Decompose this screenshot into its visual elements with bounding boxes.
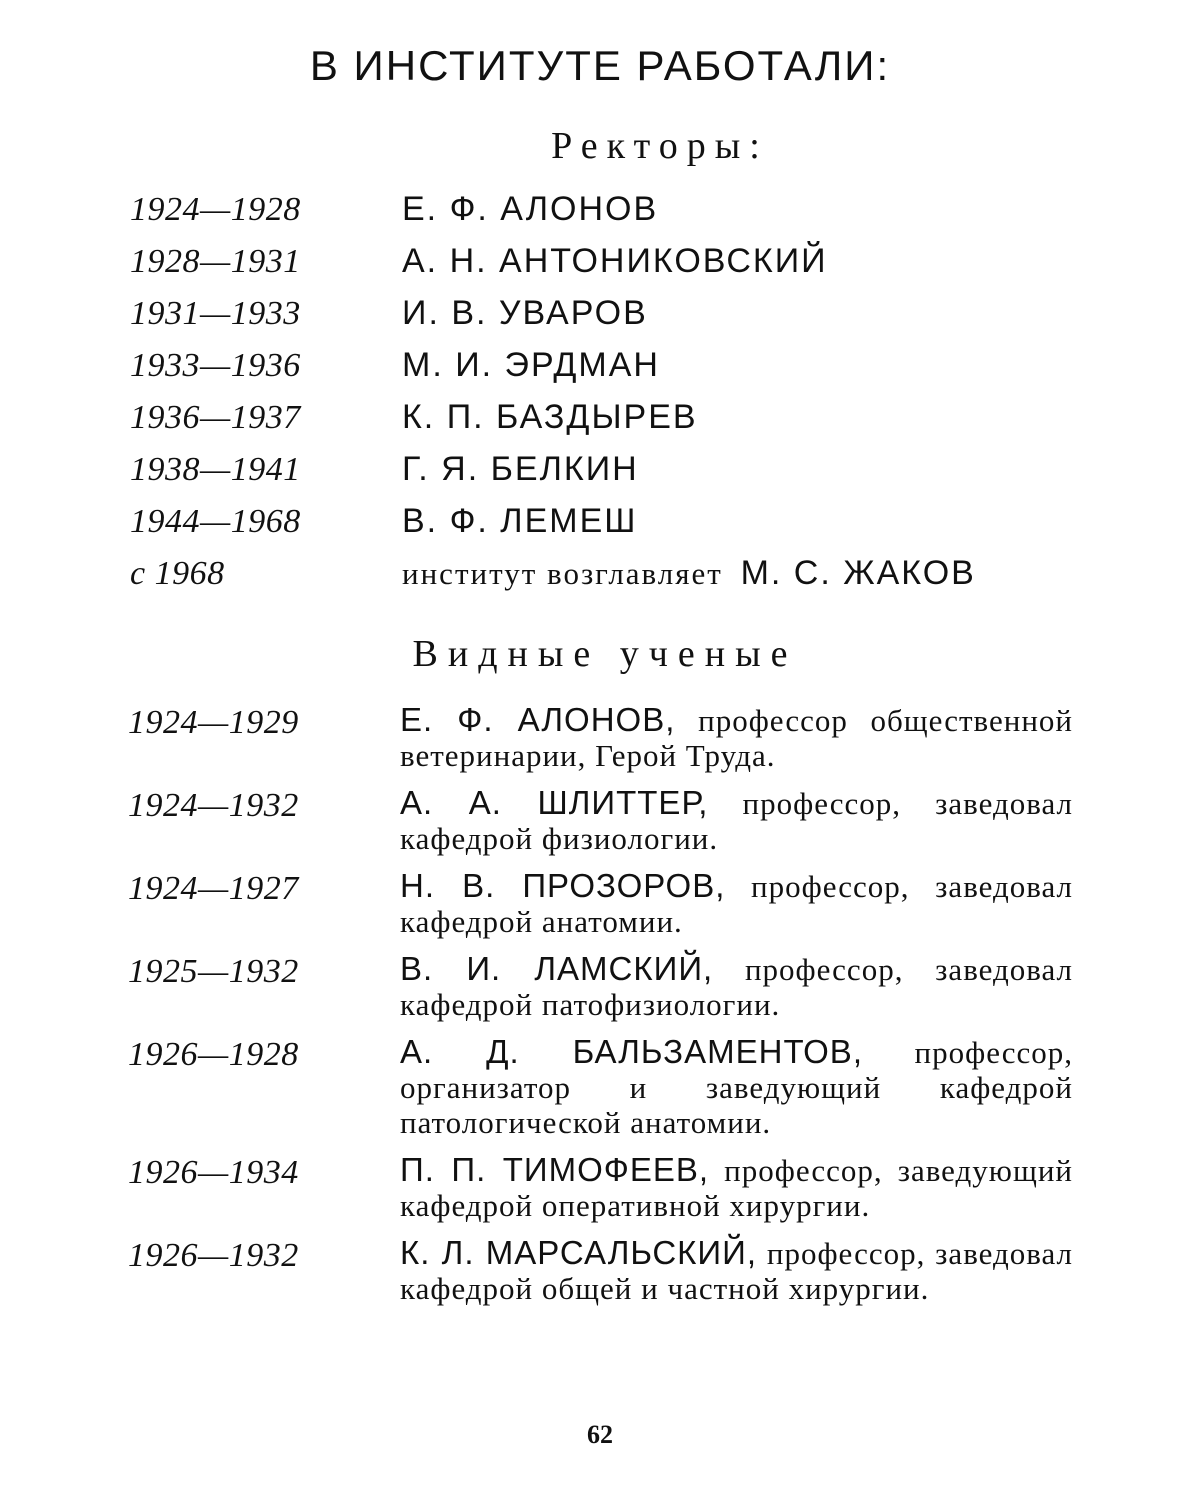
scientist-role: профессор, организатор и заведующий кафедрой патологической анатомии. xyxy=(400,1035,1073,1140)
scientist-name: К. Л. МАРСАЛЬСКИЙ, xyxy=(400,1234,757,1271)
rectors-heading: Ректоры: xyxy=(551,125,769,167)
scientist-entry xyxy=(128,1152,1073,1223)
scientist-entry xyxy=(128,1235,1073,1306)
current-rector-row xyxy=(130,554,1090,606)
scientists-list xyxy=(128,702,1073,1318)
scientist-name: В. И. ЛАМСКИЙ, xyxy=(400,950,714,987)
current-rector-name: М. С. ЖАКОВ xyxy=(740,554,976,592)
scientist-entry xyxy=(128,868,1073,939)
scientist-years: 1924—1929 xyxy=(128,704,299,741)
scientist-description xyxy=(400,1235,1073,1306)
scientist-role: профессор, заведовал кафедрой анатомии. xyxy=(400,869,1073,939)
rector-years: 1933—1936 xyxy=(130,347,301,384)
page-number: 62 xyxy=(587,1420,613,1449)
scientist-entry xyxy=(128,702,1073,773)
scientist-description xyxy=(400,702,1073,773)
rector-years: 1936—1937 xyxy=(130,399,301,436)
scientist-role: профессор, заведовал кафедрой общей и частной хирургии. xyxy=(400,1236,1074,1306)
page-title: В ИНСТИТУТЕ РАБОТАЛИ: xyxy=(309,42,891,89)
rector-years: с 1968 xyxy=(130,555,225,592)
current-rector-text: институт возглавляет xyxy=(402,556,723,591)
rector-name: В. Ф. ЛЕМЕШ xyxy=(402,502,638,540)
rector-name: А. Н. АНТОНИКОВСКИЙ xyxy=(402,242,828,280)
current-rector-note xyxy=(402,554,976,593)
rector-years: 1924—1928 xyxy=(130,191,301,228)
rector-years: 1931—1933 xyxy=(130,295,301,332)
rector-row xyxy=(130,294,1090,346)
rector-years: 1944—1968 xyxy=(130,503,301,540)
scientist-years: 1926—1934 xyxy=(128,1154,299,1191)
scientists-heading: Видные ученые xyxy=(412,633,798,675)
scientist-years: 1925—1932 xyxy=(128,953,299,990)
scientist-name: А. А. ШЛИТТЕР, xyxy=(400,784,709,821)
scientist-years: 1924—1932 xyxy=(128,787,299,824)
rector-name: Е. Ф. АЛОНОВ xyxy=(402,190,659,228)
rector-name: М. И. ЭРДМАН xyxy=(402,346,660,384)
rector-years: 1928—1931 xyxy=(130,243,301,280)
scientist-entry xyxy=(128,951,1073,1022)
rector-years: 1938—1941 xyxy=(130,451,301,488)
rector-row xyxy=(130,398,1090,450)
scientist-name: А. Д. БАЛЬЗАМЕНТОВ, xyxy=(400,1033,863,1070)
rector-row xyxy=(130,346,1090,398)
scientist-years: 1924—1927 xyxy=(128,870,299,907)
scientist-entry xyxy=(128,785,1073,856)
scientist-name: Н. В. ПРОЗОРОВ, xyxy=(400,867,726,904)
scientist-description xyxy=(400,1034,1073,1140)
scientist-years: 1926—1932 xyxy=(128,1237,299,1274)
scientist-description xyxy=(400,951,1073,1022)
scientist-entry xyxy=(128,1034,1073,1140)
scientist-name: Е. Ф. АЛОНОВ, xyxy=(400,701,676,738)
rector-row xyxy=(130,190,1090,242)
scientist-description xyxy=(400,785,1073,856)
scientist-description xyxy=(400,868,1073,939)
rector-name: К. П. БАЗДЫРЕВ xyxy=(402,398,698,436)
rectors-list xyxy=(130,190,1090,606)
rector-row xyxy=(130,242,1090,294)
rector-name: Г. Я. БЕЛКИН xyxy=(402,450,639,488)
scientist-description xyxy=(400,1152,1073,1223)
scientist-role: профессор, заведующий кафедрой оперативной хирургии. xyxy=(400,1153,1073,1223)
scientist-role: профессор общественной ветеринарии, Герой Труда. xyxy=(400,703,1073,773)
scientist-role: профессор, заведовал кафедрой физиологии. xyxy=(400,786,1073,856)
rector-row xyxy=(130,502,1090,554)
scientist-role: профессор, заведовал кафедрой патофизиологии. xyxy=(400,952,1074,1022)
rector-row xyxy=(130,450,1090,502)
rector-name: И. В. УВАРОВ xyxy=(402,294,648,332)
scientist-years: 1926—1928 xyxy=(128,1036,299,1073)
scientist-name: П. П. ТИМОФЕЕВ, xyxy=(400,1151,710,1188)
